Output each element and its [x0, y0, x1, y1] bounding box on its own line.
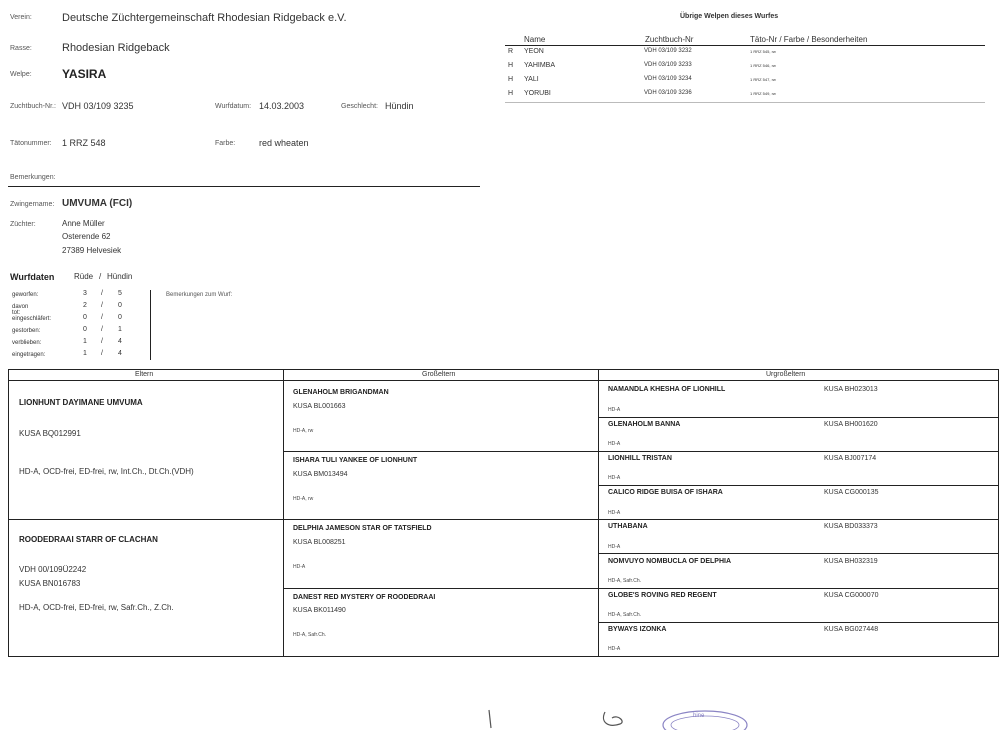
dam-name: ROODEDRAAI STARR OF CLACHAN: [19, 535, 158, 544]
littermates-header-line: [505, 45, 985, 46]
litter-stat-label: verblieben:: [12, 340, 42, 346]
breed: Rhodesian Ridgeback: [62, 42, 170, 54]
litter-stat-label: eingetragen:: [12, 352, 46, 358]
color: red wheaten: [259, 138, 309, 148]
litter-stat-male: 1: [83, 338, 87, 345]
grandparent-registration: KUSA BK011490: [293, 607, 346, 614]
studbook-number: VDH 03/109 3235: [62, 101, 134, 111]
grandparent-registration: KUSA BL008251: [293, 539, 346, 546]
great-grandparent-registration: KUSA BJ007174: [824, 455, 877, 462]
litter-stat-sep: /: [101, 314, 103, 321]
great-grandparent-registration: KUSA BH001620: [824, 421, 878, 428]
litter-stat-label: gestorben:: [12, 328, 41, 334]
great-grandparent-health: HD-A: [608, 475, 621, 481]
litter-col-female: Hündin: [107, 272, 133, 281]
great-grandparent-registration: KUSA BH032319: [824, 558, 878, 565]
littermates-header-name: Name: [524, 35, 546, 44]
litter-stats-divider: [150, 290, 151, 360]
litter-stat-sep: /: [101, 350, 103, 357]
litter-stat-male: 0: [83, 314, 87, 321]
litter-stat-sep: /: [101, 326, 103, 333]
signature-stroke-icon: [489, 710, 491, 728]
litter-stat-female: 1: [118, 326, 122, 333]
litter-stat-female: 5: [118, 290, 122, 297]
litter-stats-title: Wurfdaten: [10, 272, 55, 282]
pedigree-parent-divider: [8, 519, 999, 520]
pedigree-top-border: [8, 369, 999, 370]
great-grandparent-health: HD-A: [608, 544, 621, 550]
litter-stat-sep: /: [101, 338, 103, 345]
zwinger-label: Zwingername:: [10, 201, 55, 208]
littermate-tato: 1 RRZ 545, rw: [750, 49, 776, 54]
farbe-label: Farbe:: [215, 140, 236, 147]
pedigree-gp-divider-2: [283, 588, 999, 589]
great-grandparent-name: NAMANDLA KHESHA OF LIONHILL: [608, 386, 726, 393]
great-grandparent-health: HD-A, Safr.Ch.: [608, 578, 642, 584]
club-name: Deutsche Züchtergemeinschaft Rhodesian Ridgeback e.V.: [62, 12, 347, 24]
littermate-sex: H: [508, 90, 514, 97]
header-divider: [8, 186, 480, 187]
pedigree-ggp-divider-3: [598, 553, 999, 554]
great-grandparent-health: HD-A: [608, 441, 621, 447]
grandparent-health: HD-A, rw: [293, 428, 314, 434]
grandparent-health: HD-A: [293, 564, 306, 570]
zuechter-label: Züchter:: [10, 221, 36, 228]
grandparent-name: DANEST RED MYSTERY OF ROODEDRAAI: [293, 594, 436, 601]
pedigree-header-grandparents: Großeltern: [422, 371, 456, 378]
pedigree-right-border: [998, 369, 999, 657]
litter-stat-male: 2: [83, 302, 87, 309]
dam-registration-vdh: VDH 00/109Ü2242: [19, 565, 87, 574]
verein-label: Verein:: [10, 14, 32, 21]
signature-marks: [480, 700, 1000, 730]
great-grandparent-name: CALICO RIDGE BUISA OF ISHARA: [608, 489, 723, 496]
littermate-sex: H: [508, 76, 514, 83]
litter-stat-sep: /: [101, 302, 103, 309]
pedigree-ggp-divider-1: [598, 417, 999, 418]
grandparent-registration: KUSA BL001663: [293, 403, 346, 410]
littermate-sex: R: [508, 48, 514, 55]
littermate-tato: 1 RRZ 549, rw: [750, 91, 776, 96]
littermate-name: YALI: [524, 76, 539, 83]
grandparent-name: GLENAHOLM BRIGANDMAN: [293, 389, 389, 396]
litter-date: 14.03.2003: [259, 101, 305, 111]
great-grandparent-name: BYWAYS IZONKA: [608, 626, 667, 633]
taeto-label: Tätonummer:: [10, 140, 52, 147]
kennel-name: UMVUMA (FCI): [62, 198, 133, 209]
sire-registration: KUSA BQ012991: [19, 429, 81, 438]
wurfdatum-label: Wurfdatum:: [215, 103, 252, 110]
pedigree-header-great-grandparents: Urgroßeltern: [766, 371, 806, 378]
great-grandparent-registration: KUSA CG000070: [824, 592, 879, 599]
breeder-street: Osterende 62: [62, 232, 111, 241]
litter-stat-female: 0: [118, 302, 122, 309]
litter-stat-male: 0: [83, 326, 87, 333]
great-grandparent-health: HD-A: [608, 407, 621, 413]
littermate-name: YORUBI: [524, 90, 551, 97]
pedigree-ggp-divider-4: [598, 622, 999, 623]
litter-remarks-label: Bemerkungen zum Wurf:: [166, 292, 233, 298]
litter-stat-male: 3: [83, 290, 87, 297]
littermates-header-zb: Zuchtbuch-Nr: [645, 35, 694, 44]
stamp-text: hine: [693, 713, 705, 719]
pedigree-header-parents: Eltern: [135, 371, 154, 378]
great-grandparent-health: HD-A, Safr.Ch.: [608, 612, 642, 618]
rasse-label: Rasse:: [10, 45, 32, 52]
pedigree-bottom-border: [8, 656, 999, 657]
litter-col-sep: /: [99, 272, 102, 281]
dam-health: HD-A, OCD-frei, ED-frei, rw, Safr.Ch., Z.Ch.: [19, 603, 174, 612]
great-grandparent-name: GLENAHOLM BANNA: [608, 421, 681, 428]
pedigree-ggp-divider-2: [598, 485, 999, 486]
great-grandparent-name: GLOBE'S ROVING RED REGENT: [608, 592, 717, 599]
litter-stat-label: davon tot:: [12, 304, 29, 316]
grandparent-name: DELPHIA JAMESON STAR OF TATSFIELD: [293, 525, 432, 532]
pedigree-col-divider-2: [598, 369, 599, 657]
pedigree-col-divider-1: [283, 369, 284, 657]
litter-stat-sep: /: [101, 290, 103, 297]
great-grandparent-registration: KUSA CG000135: [824, 489, 879, 496]
great-grandparent-registration: KUSA BG027448: [824, 626, 879, 633]
litter-stat-label: eingeschläfert:: [12, 316, 52, 322]
pedigree-gp-divider-1: [283, 451, 999, 452]
littermate-sex: H: [508, 62, 514, 69]
littermate-zb: VDH 03/109 3233: [644, 62, 692, 68]
litter-stat-female: 0: [118, 314, 122, 321]
grandparent-health: HD-A, rw: [293, 496, 314, 502]
littermate-name: YEON: [524, 48, 544, 55]
welpe-label: Welpe:: [10, 71, 32, 78]
litter-stat-female: 4: [118, 338, 122, 345]
litter-stat-male: 1: [83, 350, 87, 357]
sire-health: HD-A, OCD-frei, ED-frei, rw, Int.Ch., Dt.Ch.(VDH): [19, 467, 194, 476]
great-grandparent-registration: KUSA BD033373: [824, 523, 878, 530]
littermate-name: YAHIMBA: [524, 62, 555, 69]
littermates-header-tato: Täto-Nr / Farbe / Besonderheiten: [750, 35, 868, 44]
littermate-row: [508, 48, 988, 60]
litter-col-male: Rüde: [74, 272, 94, 281]
littermate-zb: VDH 03/109 3234: [644, 76, 692, 82]
litter-stat-female: 4: [118, 350, 122, 357]
great-grandparent-health: HD-A: [608, 646, 621, 652]
sex: Hündin: [385, 101, 414, 111]
littermate-row: [508, 62, 988, 74]
pedigree-header-border: [8, 380, 999, 381]
littermate-tato: 1 RRZ 547, rw: [750, 77, 776, 82]
puppy-name: YASIRA: [62, 67, 107, 81]
zuchtbuch-label: Zuchtbuch-Nr.:: [10, 103, 56, 110]
great-grandparent-registration: KUSA BH023013: [824, 386, 878, 393]
breeder-city: 27389 Helvesiek: [62, 246, 122, 255]
signature-scribble-icon: [603, 712, 622, 725]
littermate-tato: 1 RRZ 546, rw: [750, 63, 776, 68]
bemerkungen-label: Bemerkungen:: [10, 174, 56, 181]
grandparent-registration: KUSA BM013494: [293, 471, 348, 478]
litter-stat-label: geworfen:: [12, 292, 39, 298]
great-grandparent-health: HD-A: [608, 510, 621, 516]
littermate-zb: VDH 03/109 3236: [644, 90, 692, 96]
littermates-title: Übrige Welpen dieses Wurfes: [680, 13, 779, 20]
littermate-row: [508, 90, 988, 102]
grandparent-name: ISHARA TULI YANKEE OF LIONHUNT: [293, 457, 418, 464]
littermate-row: [508, 76, 988, 88]
great-grandparent-name: NOMVUYO NOMBUCLA OF DELPHIA: [608, 558, 732, 565]
littermates-bottom-line: [505, 102, 985, 103]
breeder-name: Anne Müller: [62, 219, 105, 228]
tattoo-number: 1 RRZ 548: [62, 138, 106, 148]
geschlecht-label: Geschlecht:: [341, 103, 378, 110]
sire-name: LIONHUNT DAYIMANE UMVUMA: [19, 398, 143, 407]
littermate-zb: VDH 03/109 3232: [644, 48, 692, 54]
stamp-inner-ring: [671, 716, 739, 730]
great-grandparent-name: LIONHILL TRISTAN: [608, 455, 672, 462]
great-grandparent-name: UTHABANA: [608, 523, 648, 530]
pedigree-left-border: [8, 369, 9, 657]
grandparent-health: HD-A, Safr.Ch.: [293, 632, 327, 638]
dam-registration-kusa: KUSA BN016783: [19, 579, 81, 588]
